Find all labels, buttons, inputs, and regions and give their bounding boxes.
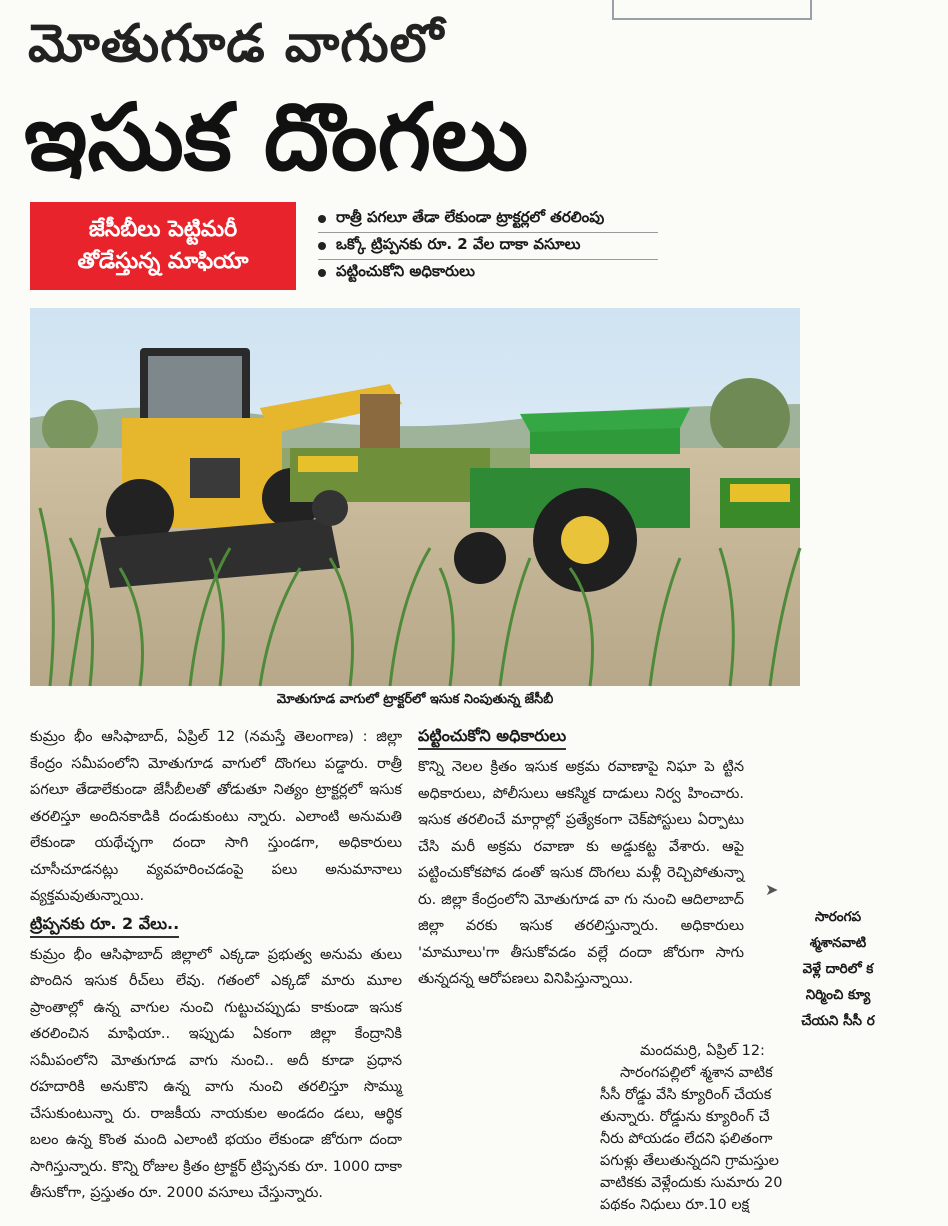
- adjacent-text-line: తున్నారు. రోడ్డును క్యూరింగ్ చే: [600, 1109, 770, 1125]
- red-subhead-box: [30, 202, 296, 290]
- article-paragraph-2: కుమ్రం భీం ఆసిఫాబాద్ జిల్లాలో ఎక్కడా ప్రభుత్వ అనుమ తులు పొందిన ఇసుక రీచ్‌లు లేవు. గతంలో ఎక్కడో మారు మూల ప్రాంతాల్లో ఉన్న వాగుల నుంచి గుట్టుచప్పుడు కాకుండా ఇసుక తరలించిన మాఫియా.. ఇప్పుడు ఏకంగా జిల్లా కేంద్రానికి సమీపంలోని మోతుగూడ వాగు నుంచి.. అదీ కూడా ప్రధాన రహదారికి అనుకొని ఉన్న వాగు నుంచి తరలిస్తూ సొమ్ము చేసుకుంటున్నా రు. రాజకీయ నాయకుల అండదం డలు, ఆర్థిక బలం ఉన్న కొంత మంది ఎలాంటి భయం లేకుండా జోరుగా దందా సాగిస్తున్నారు. కొన్ని రోజుల క్రితం ట్రాక్టర్ ట్రిప్పనకు రూ. 1000 దాకా తీసుకోగా, ప్రస్తుతం రూ. 2000 వసూలు చేస్తున్నారు.: [30, 946, 402, 1201]
- headline-line-1: మోతుగూడ వాగులో: [28, 14, 445, 74]
- article-paragraph-3: కొన్ని నెలల క్రితం ఇసుక అక్రమ రవాణాపై నిఘా పె ట్టిన అధికారులు, పోలీసులు ఆకస్మిక దాడులు నిర్వ హించారు. ఇసుక తరలించే మార్గాల్లో ప్రత్యేకంగా చెక్‌పోస్టులు ఏర్పాటు చేసి మరీ అక్రమ రవాణా కు అడ్డుకట్ట వేశారు. ఆపై పట్టించుకోకపోవ డంతో ఇసుక దొంగలు మళ్లీ రెచ్చిపోతున్నా రు. జిల్లా కేంద్రంలోని మోతుగూడ వా గు నుంచి ఆదిలాబాద్ జిల్లా వరకు ఇసుక తరలిస్తున్నారు. అధికారులు 'మామూలు'గా తీసుకోవడం వల్లే దందా జోరుగా సాగు తున్నదన్న ఆరోపణలు వినిపిస్తున్నాయి.: [418, 759, 744, 987]
- adjacent-headline-line: వెళ్లే దారిలో క: [802, 961, 874, 977]
- adjacent-headline-line: చేయని సీసీ ర: [801, 1013, 875, 1029]
- adjacent-text-line: సారంగపల్లిలో శ్మశాన వాటిక: [620, 1065, 773, 1081]
- left-article-column: [30, 724, 402, 1207]
- arrow-icon: ➤: [765, 880, 779, 899]
- adjacent-text-line: నీరు పోయడం లేదని ఫలితంగా: [600, 1131, 773, 1147]
- adjacent-text-line: పథకం నిధులు రూ.10 లక్ష: [600, 1197, 750, 1213]
- adjacent-text-line: వాటికకు వెళ్లేందుకు సుమారు 20: [600, 1175, 783, 1191]
- adjacent-headline-line: సారంగప: [814, 909, 862, 925]
- highlight-text: పట్టించుకోని అధికారులు: [336, 262, 475, 280]
- news-photo: [30, 308, 800, 686]
- highlight-item: [318, 233, 658, 260]
- photo-caption: మోతుగూడ వాగులో ట్రాక్టర్‌లో ఇసుక నింపుతున్న జేసీబీ: [276, 692, 554, 707]
- headline-line-2: ఇసుక దొంగలు: [24, 84, 529, 191]
- bullet-icon: [318, 269, 326, 277]
- highlight-text: రాత్రీ పగలూ తేడా లేకుండా ట్రాక్టర్లలో తరలింపు: [336, 208, 605, 226]
- adjacent-article-strip: [600, 880, 875, 1226]
- adjacent-headline-line: శ్మశానవాటి: [809, 935, 867, 951]
- subhead-trip-rate: ట్రిప్పనకు రూ. 2 వేలు..: [30, 912, 179, 938]
- bullet-icon: [318, 242, 326, 250]
- top-border-box: [612, 0, 812, 20]
- bullet-icon: [318, 215, 326, 223]
- adjacent-headline-box: [728, 904, 948, 1034]
- photo-illustration: [30, 308, 800, 686]
- highlights-list: [318, 206, 658, 286]
- article-paragraph-1: కుమ్రం భీం ఆసిఫాబాద్, ఏప్రిల్ 12 (నమస్తే తెలంగాణ) : జిల్లా కేంద్రం సమీపంలోని మోతుగూడ వాగులో దొంగలు పడ్డారు. రాత్రీ పగలూ తేడాలేకుండా జేసీబీలతో తోడుతూ నిత్యం ట్రాక్టర్లలో ఇసుక తరలిస్తూ అందినకాడికి దండుకుంటు న్నారు. ఎలాంటి అనుమతి లేకుండా యథేచ్ఛగా దందా సాగి స్తుండగా, అధికారులు చూసీచూడనట్లు వ్యవహరించడంపై పలు అనుమానాలు వ్యక్తమవుతున్నాయి.: [30, 729, 402, 904]
- adjacent-headline-line: నిర్మించి క్యూ: [805, 987, 871, 1003]
- subhead-officials: పట్టించుకోని అధికారులు: [418, 724, 566, 750]
- adjacent-text-line: పగుళ్లు తేలుతున్నదని గ్రామస్తుల: [600, 1153, 779, 1169]
- red-box-line-2: తోడేస్తున్న మాఫియా: [77, 249, 249, 274]
- highlight-item: [318, 206, 658, 233]
- highlight-text: ఒక్కో ట్రిప్పనకు రూ. 2 వేల దాకా వసూలు: [336, 235, 581, 253]
- highlight-item: [318, 260, 658, 286]
- red-box-line-1: జేసీబీలు పెట్టిమరీ: [88, 217, 238, 242]
- adjacent-text-line: సీసీ రోడ్డు వేసి క్యూరింగ్ చేయక: [600, 1087, 772, 1103]
- adjacent-text-line: మందమర్రి, ఏప్రిల్ 12:: [640, 1043, 765, 1059]
- adjacent-article-text: [600, 1040, 930, 1216]
